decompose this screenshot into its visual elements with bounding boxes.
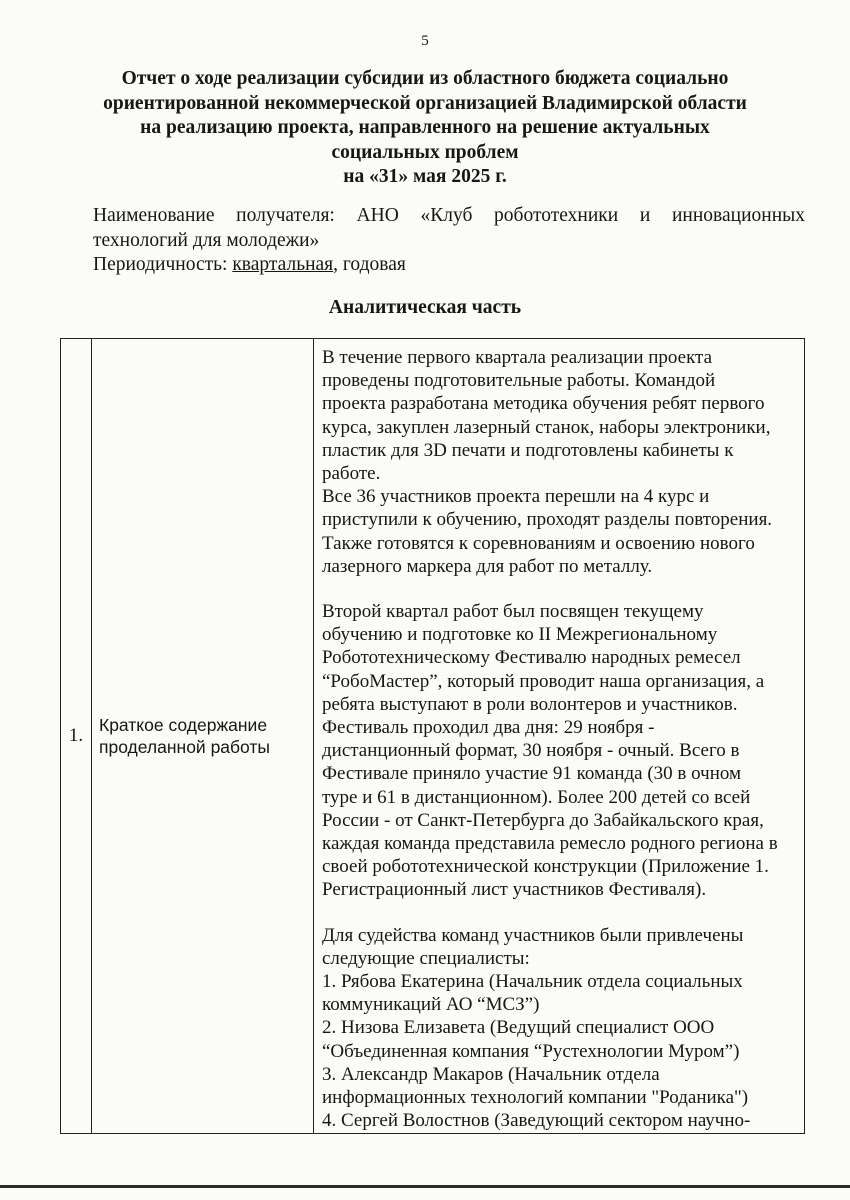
section-heading: Аналитическая часть	[328, 297, 522, 318]
document-title	[60, 67, 790, 190]
text-line: “РобоМастер”, который проводит наша организация, а	[322, 670, 765, 692]
text-line: информационных технологий компании "Роданика")	[322, 1087, 749, 1109]
text-line: 3. Александр Макаров (Начальник отдела	[322, 1063, 660, 1085]
text-line: курса, закуплен лазерный станок, наборы электроники,	[322, 416, 771, 438]
paragraph-first-quarter	[322, 346, 804, 578]
text-line: В течение первого квартала реализации проекта	[322, 347, 713, 368]
text-line: России - от Санкт-Петербурга до Забайкальского края,	[322, 809, 764, 831]
periodicity-label: Периодичность:	[93, 254, 233, 275]
text-line: Робототехническому Фестивалю народных ремесел	[322, 647, 741, 669]
paragraph-judges	[322, 924, 804, 1133]
text-line: следующие специалисты:	[322, 947, 530, 969]
recipient-line-2: технологий для молодежи»	[93, 230, 320, 251]
text-line: Второй квартал работ был посвящен текущему	[322, 601, 704, 623]
text-line: каждая команда представила ремесло родного региона в	[322, 833, 778, 855]
paragraph-second-quarter	[322, 600, 804, 902]
text-line: Все 36 участников проекта перешли на 4 курс и	[322, 486, 710, 508]
recipient-line-1: Наименование получателя: АНО «Клуб робототехники и инновационных	[93, 205, 805, 226]
text-line: дистанционный формат, 30 ноября - очный. Всего в	[322, 740, 740, 762]
text-line: своей робототехнической конструкции (Приложение 1.	[322, 856, 769, 878]
text-line: проведены подготовительные работы. Командой	[322, 370, 716, 392]
text-line: коммуникаций АО “МСЗ”)	[322, 994, 540, 1016]
text-line: проекта разработана методика обучения ребят первого	[322, 393, 765, 415]
text-line: обучению и подготовке ко II Межрегиональному	[322, 624, 718, 646]
text-line: Фестивале приняло участие 91 команда (30 в очном	[322, 763, 742, 785]
text-line: приступили к обучению, проходят разделы повторения.	[322, 509, 773, 531]
text-line: Регистрационный лист участников Фестиваля).	[322, 879, 707, 901]
title-line-2: ориентированной некоммерческой организацией Владимирской области	[103, 92, 747, 114]
periodicity	[93, 253, 406, 278]
row-label-line: проделанной работы	[99, 736, 270, 757]
text-line: 4. Сергей Волостнов (Заведующий сектором научно-	[322, 1110, 751, 1132]
title-line-3: на реализацию проекта, направленного на решение актуальных	[140, 117, 710, 138]
title-line-4: социальных проблем	[331, 141, 519, 163]
text-line: 2. Низова Елизавета (Ведущий специалист ООО	[322, 1017, 715, 1039]
text-line: Также готовятся к соревнованиям и освоению нового	[322, 532, 755, 554]
text-line: лазерного маркера для работ по металлу.	[322, 555, 653, 577]
text-line: работе.	[322, 463, 381, 485]
text-line: ребята выступают в роли волонтеров и участников.	[322, 693, 738, 715]
row-content	[314, 339, 805, 1134]
row-label	[92, 339, 314, 1134]
row-label-line: Краткое содержание	[99, 714, 268, 735]
text-line: Фестиваль проходил два дня: 29 ноября -	[322, 717, 655, 739]
title-line-1: Отчет о ходе реализации субсидии из областного бюджета социально	[121, 68, 729, 89]
text-line: “Объединенная компания “Рустехнологии Муром”)	[322, 1040, 740, 1062]
report-table	[60, 338, 805, 1134]
page-number: 5	[421, 33, 429, 49]
text-line: пластик для 3D печати и подготовлены кабинеты к	[322, 439, 734, 461]
text-line: Для судейства команд участников были привлечены	[322, 924, 744, 946]
text-line: туре и 61 в дистанционном). Более 200 детей со всей	[322, 786, 751, 808]
title-line-5: на «31» мая 2025 г.	[343, 166, 507, 187]
bottom-scan-edge	[0, 1185, 850, 1188]
row-number: 1.	[61, 339, 92, 1134]
periodicity-selected: квартальная	[232, 254, 334, 275]
table-row	[61, 339, 805, 1134]
text-line: 1. Рябова Екатерина (Начальник отдела социальных	[322, 971, 743, 993]
periodicity-rest: , годовая	[333, 254, 406, 275]
